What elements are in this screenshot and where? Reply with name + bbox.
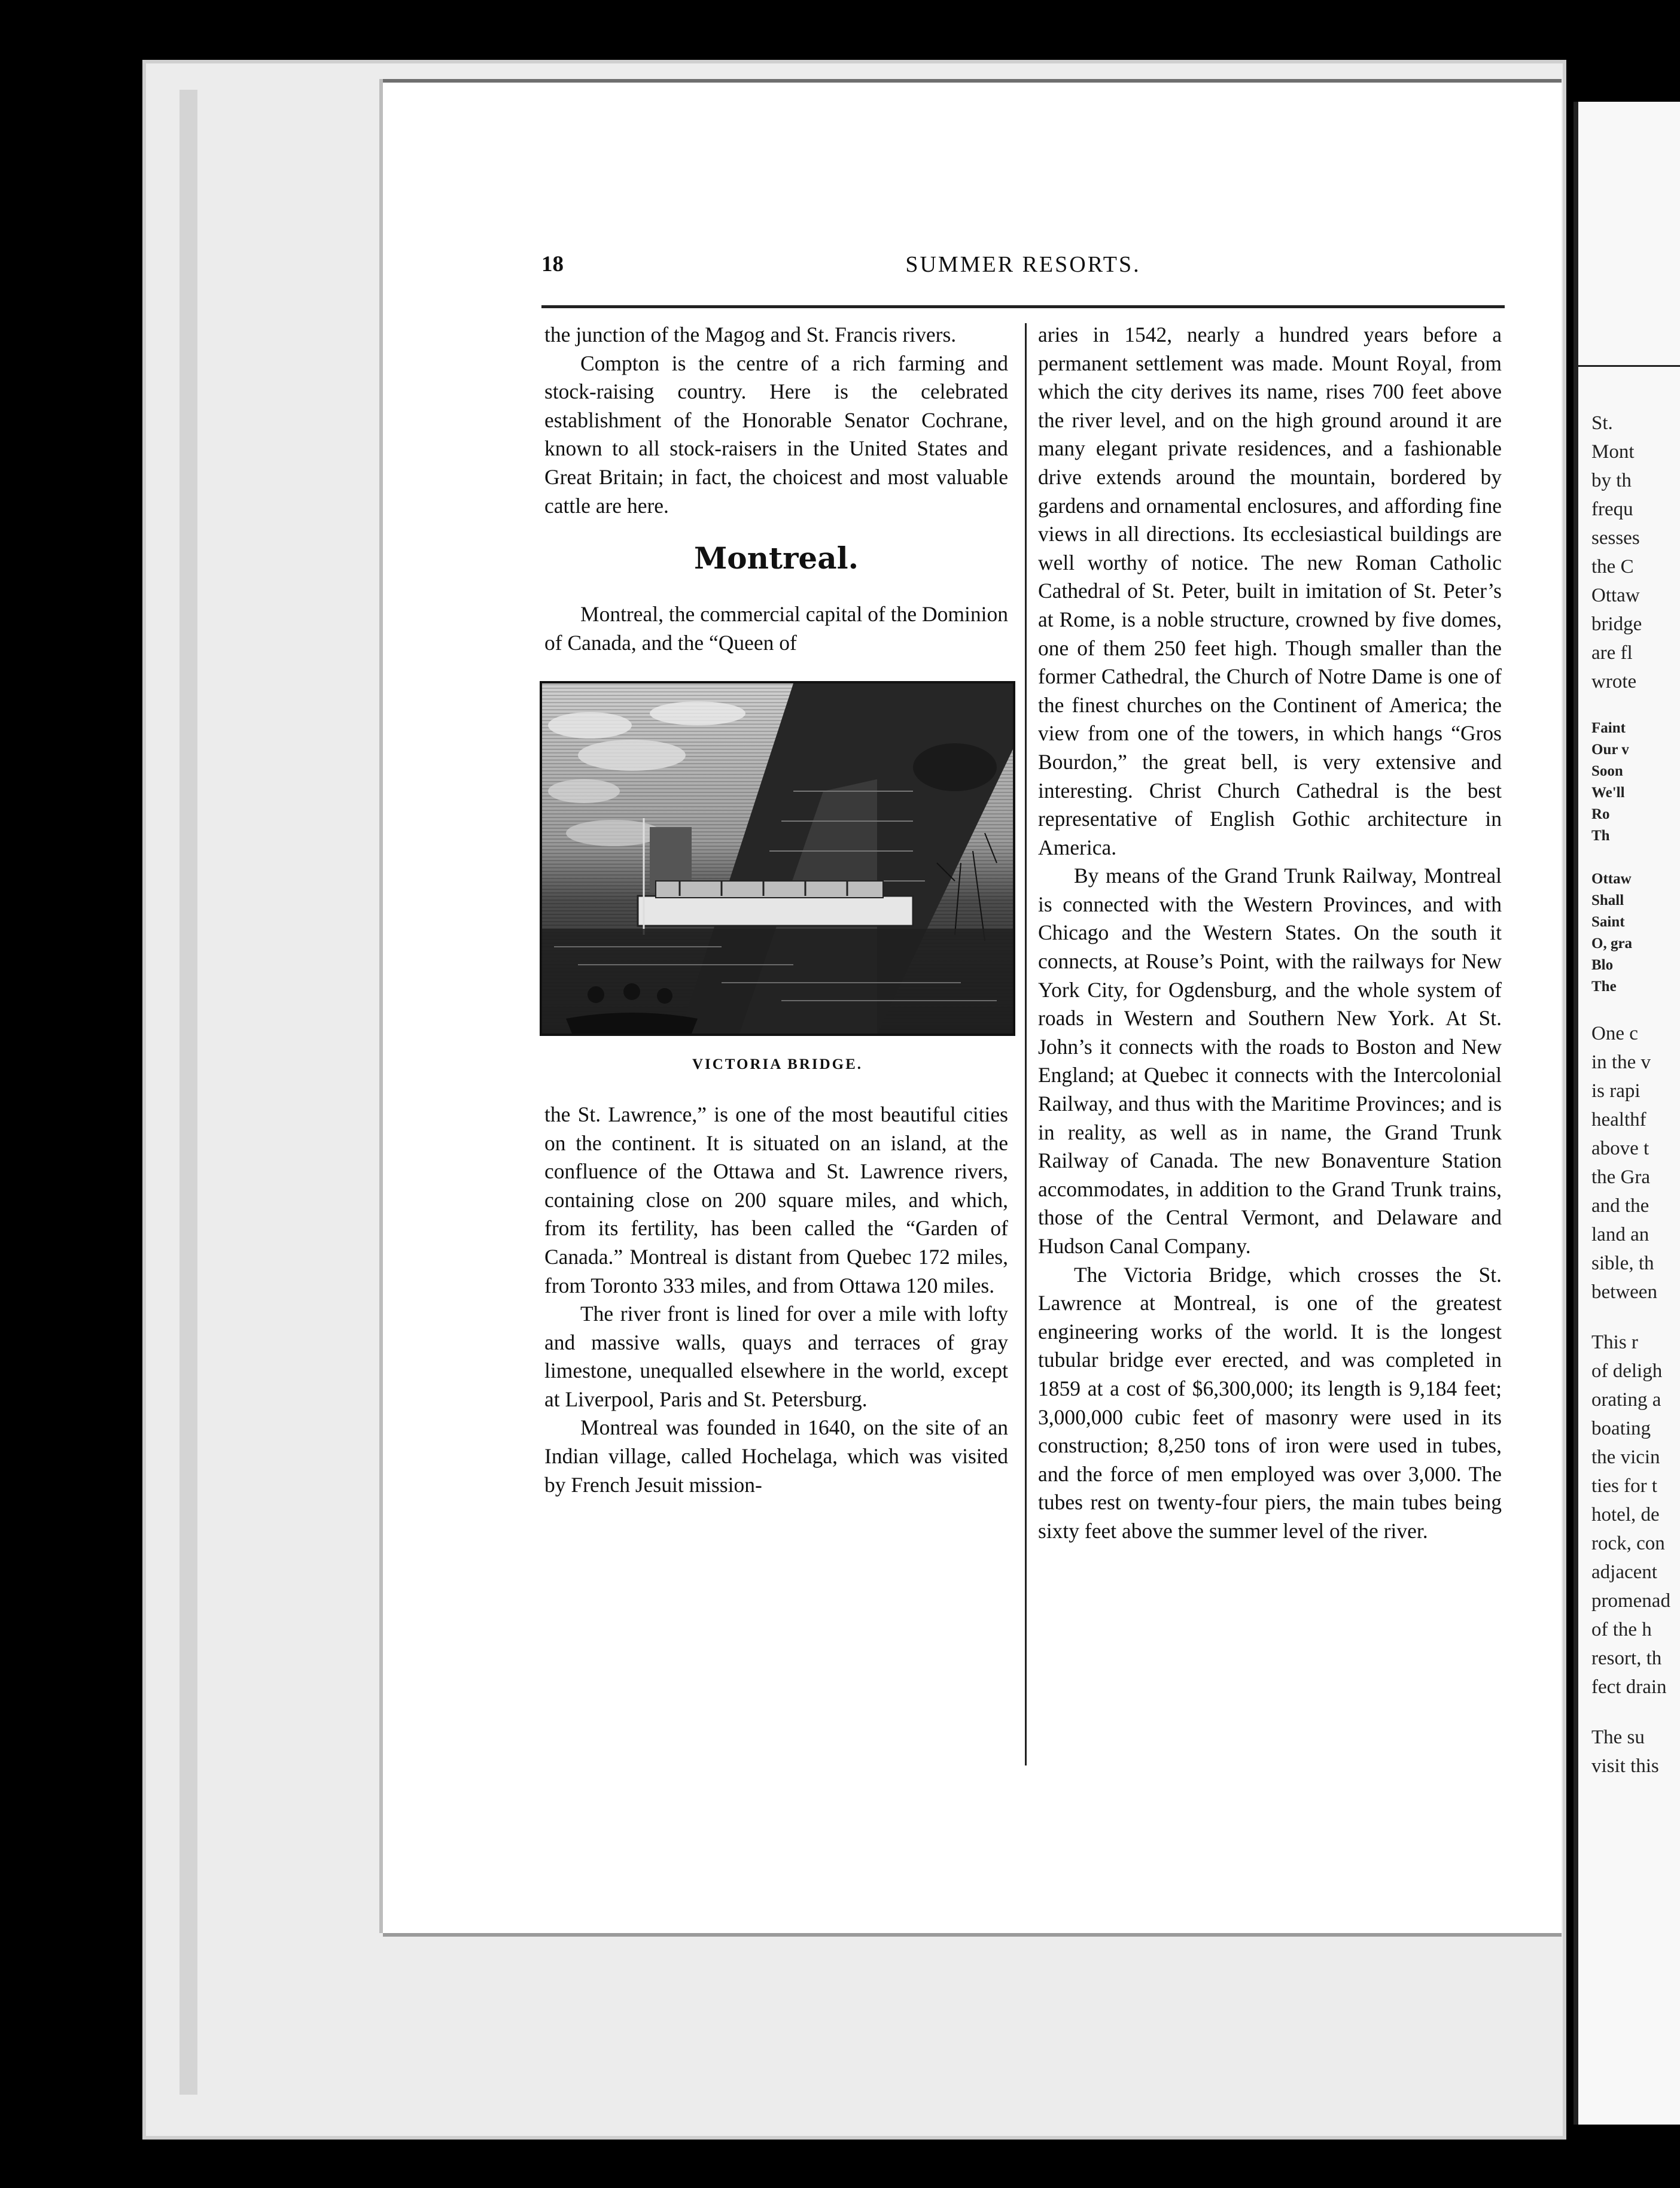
column-rule: [1025, 323, 1027, 1765]
facing-page-fragment: visit this: [1591, 1755, 1659, 1777]
facing-page-fragment: in the v: [1591, 1052, 1651, 1073]
page-header: [541, 251, 1505, 293]
book-left-edge: [179, 90, 197, 2095]
facing-page-lines: [1578, 409, 1680, 1780]
facing-page-fragment: rock, con: [1591, 1533, 1665, 1554]
paragraph: The river front is lined for over a mile with lofty and massive walls, quays and terraces of gray limestone, unequalled elsewhere in the world, except at Liverpool, Paris and St. Petersburg.: [544, 1302, 1008, 1411]
figure: [540, 681, 1015, 1079]
page-number: 18: [541, 252, 564, 276]
facing-page-fragment: sible, th: [1591, 1253, 1654, 1274]
section-title: Montreal.: [693, 540, 859, 576]
facing-page-fragment: sesses: [1591, 527, 1640, 549]
facing-page-fragment: Our v: [1591, 742, 1629, 758]
paragraph: Montreal, the commercial capital of the Dominion of Canada, and the “Queen of: [544, 602, 1008, 655]
figure-caption: VICTORIA BRIDGE.: [692, 1056, 863, 1073]
facing-page-fragment: St.: [1591, 412, 1613, 434]
facing-page-fragment: The su: [1591, 1727, 1645, 1748]
facing-page-fragment: the C: [1591, 556, 1634, 578]
paragraph: By means of the Grand Trunk Railway, Montreal is connected with the Western Provinces, and with Chicago and the Western States. On the south it connects, at Rouse’s Point, with the railways for New York City, for Ogdensburg, and the whole system of roads in Western and Southern New York. At St. John’s it connects with the roads to Boston and New England; at Quebec it connects with the Intercolonial Railway, and thus with the Maritime Provinces; and is in reality, as well as in name, the Grand Trunk Railway of Canada. The new Bonaventure Station accommodates, in addition to the Grand Trunk trains, those of the Central Vermont, and Delaware and Hudson Canal Company.: [1038, 864, 1502, 1258]
facing-page-fragment: Shall: [1591, 892, 1624, 908]
facing-page-fragment: of the h: [1591, 1619, 1652, 1640]
facing-page-fragment: the vicin: [1591, 1446, 1660, 1468]
facing-page-fragment: is rapi: [1591, 1080, 1641, 1102]
facing-page-fragment: healthf: [1591, 1109, 1646, 1131]
facing-page-fragment: Soon: [1591, 763, 1623, 779]
facing-page-fragment: land an: [1591, 1224, 1649, 1245]
victoria-bridge-engraving: [540, 681, 1015, 1036]
paragraph: the St. Lawrence,” is one of the most beautiful cities on the continent. It is situated on an island, at the confluence of the Ottawa and St. Lawrence rivers, containing close on 200 square miles, and which, from its fertility, has been called the “Garden of Canada.” Montreal is distant from Quebec 172 miles, from Toronto 333 miles, and from Ottawa 120 miles.: [544, 1102, 1008, 1297]
facing-page-fragment: frequ: [1591, 499, 1633, 520]
paragraph: Compton is the centre of a rich farming and stock-raising country. Here is the celebrated establishment of the Honorable Senator Cochrane, known to all stock-raisers in the United States and Great Britain; in fact, the choicest and most valuable cattle are here.: [544, 351, 1008, 518]
facing-page-fragment: Ottaw: [1591, 585, 1640, 606]
facing-page-fragment: Ro: [1591, 806, 1610, 822]
facing-page-fragment: by th: [1591, 470, 1632, 491]
facing-page-fragment: hotel, de: [1591, 1504, 1660, 1525]
facing-page-fragment: above t: [1591, 1138, 1649, 1159]
facing-page-edge: [1574, 102, 1680, 2125]
facing-page-fragment: Ottaw: [1591, 871, 1632, 887]
paragraph: aries in 1542, nearly a hundred years before a permanent settlement was made. Mount Royal, from which the city derives its name, rises 700 feet above the river level, and on the high ground around it are many elegant private residences, and a fashionable drive extends around the mountain, bordered by gardens and ornamental enclosures, and affording fine views in all directions. Its ecclesiastical buildings are well worthy of notice. The new Roman Catholic Cathedral of St. Peter, built in imitation of St. Peter’s at Rome, is a noble structure, crowned by five domes, one of them 250 feet high. Though smaller than the former Cathedral, the Church of Notre Dame is one of the finest churches on the Continent of America; the view from one of the towers, in which hangs “Gros Bourdon,” the great bell, is very extensive and interesting. Christ Church Cathedral is the best representative of English Gothic architecture in America.: [1038, 323, 1502, 859]
facing-page-fragment: Th: [1591, 828, 1610, 844]
left-column: [544, 321, 1008, 1499]
facing-page-fragment: the Gra: [1591, 1166, 1651, 1188]
facing-page-rule: [1578, 365, 1680, 367]
facing-page-fragment: orating a: [1591, 1389, 1661, 1411]
facing-page-fragment: between: [1591, 1281, 1657, 1303]
header-rule: [541, 305, 1505, 308]
facing-page-fragment: Blo: [1591, 957, 1614, 973]
facing-page-fragment: O, gra: [1591, 935, 1633, 952]
facing-page-fragment: This r: [1591, 1332, 1638, 1353]
facing-page-fragment: resort, th: [1591, 1648, 1662, 1669]
paragraph: The Victoria Bridge, which crosses the St. Lawrence at Montreal, is one of the greatest engineering works of the world. It is the longest tubular bridge ever erected, and was completed in 1859 at a cost of $6,300,000; its length is 9,184 feet; 3,000,000 cubic feet of masonry were used in its construction; 8,250 tons of iron were used in tubes, and the force of men employed was over 3,000. The tubes rest on twenty-four piers, the main tubes being sixty feet above the summer level of the river.: [1038, 1262, 1502, 1543]
facing-page-fragment: Saint: [1591, 914, 1625, 930]
running-head: SUMMER RESORTS.: [905, 252, 1141, 277]
right-column: [1038, 321, 1502, 1546]
facing-page-fragment: of deligh: [1591, 1360, 1663, 1382]
facing-page-fragment: The: [1591, 978, 1617, 995]
facing-page-fragment: wrote: [1591, 671, 1637, 692]
engraving-drawing: [542, 683, 1013, 1034]
facing-page-fragment: bridge: [1591, 613, 1642, 635]
facing-page-fragment: ties for t: [1591, 1475, 1657, 1497]
paragraph: the junction of the Magog and St. Francis rivers.: [544, 323, 957, 347]
facing-page-fragment: and the: [1591, 1195, 1649, 1217]
facing-page-fragment: fect drain: [1591, 1676, 1667, 1698]
facing-page-fragment: One c: [1591, 1023, 1638, 1044]
facing-page-fragment: Mont: [1591, 441, 1635, 463]
facing-page-fragment: We'll: [1591, 785, 1625, 801]
facing-page-fragment: are fl: [1591, 642, 1633, 664]
facing-page-fragment: boating: [1591, 1418, 1651, 1439]
facing-page-fragment: adjacent: [1591, 1561, 1657, 1583]
facing-page-fragment: promenad: [1591, 1590, 1670, 1612]
facing-page-fragment: Faint: [1591, 720, 1626, 736]
paragraph: Montreal was founded in 1640, on the site of an Indian village, called Hochelaga, which was visited by French Jesuit mission-: [544, 1415, 1008, 1497]
